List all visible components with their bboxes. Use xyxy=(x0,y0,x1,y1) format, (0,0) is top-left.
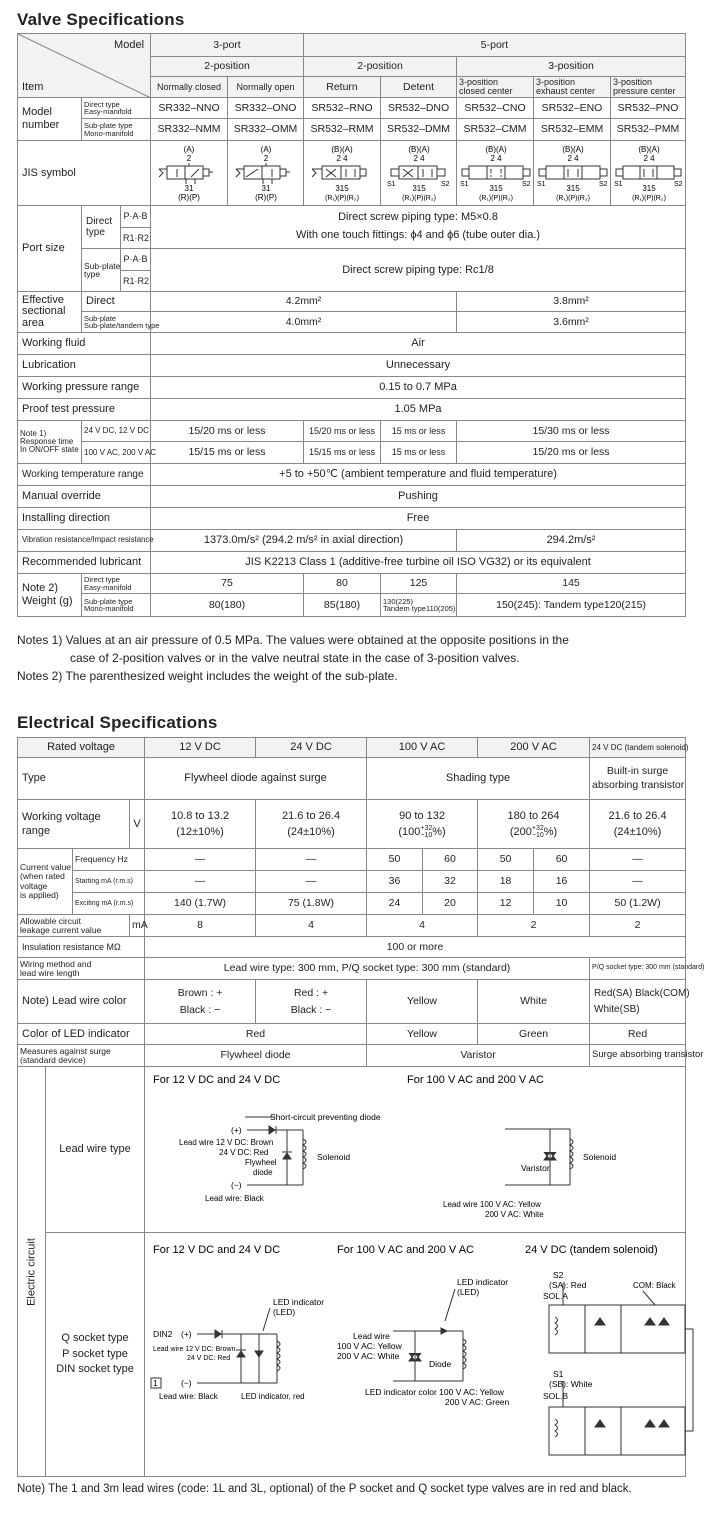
col-return: Return xyxy=(304,77,381,98)
exc-cell: 140 (1.7W) xyxy=(145,893,256,915)
model-cell: SR532–CNO xyxy=(457,98,534,119)
svg-text:(LED): (LED) xyxy=(273,1307,296,1317)
frequency-label: Frequency Hz xyxy=(73,849,145,871)
fluid-label: Working fluid xyxy=(18,333,151,355)
svg-text:(+): (+) xyxy=(181,1329,192,1339)
response-cell: 15/20 ms or less xyxy=(304,421,381,442)
svg-text:S2: S2 xyxy=(441,181,450,188)
svg-text:S1: S1 xyxy=(537,181,546,188)
surge-ac: Varistor xyxy=(367,1045,590,1067)
led-color-label: Color of LED indicator xyxy=(18,1024,145,1045)
item-label: Item xyxy=(22,81,44,94)
wiring-label: Wiring method and lead wire length xyxy=(18,958,145,980)
wiring-tandem: P/Q socket type: 300 mm (standard) xyxy=(590,958,686,980)
effective-direct-label: Direct xyxy=(82,292,151,312)
response-label: Note 1) Response time In ON/OFF state xyxy=(18,421,82,464)
start-cell: 18 xyxy=(478,871,534,893)
valve-symbol-icon xyxy=(230,144,302,202)
svg-text:(B)(A): (B)(A) xyxy=(331,145,353,154)
type-tandem: Built-in surge absorbing transistor xyxy=(590,758,686,800)
direct-type-label: Direct type Easy-manifold xyxy=(82,98,151,119)
effective-sub-label: Sub-plate Sub-plate/tandem type xyxy=(82,312,151,333)
led-100: Yellow xyxy=(367,1024,478,1045)
sub-plate-type-label: Sub-plate type Mono-manifold xyxy=(82,119,151,141)
type-ac: Shading type xyxy=(367,758,590,800)
svg-text:2 4: 2 4 xyxy=(643,154,655,163)
svg-text:(+): (+) xyxy=(231,1125,242,1135)
model-cell: SR532–DNO xyxy=(381,98,457,119)
exc-cell: 50 (1.2W) xyxy=(590,893,686,915)
weight-cell: 125 xyxy=(381,574,457,594)
svg-text:S2: S2 xyxy=(599,181,608,188)
svg-text:diode: diode xyxy=(253,1168,273,1177)
response-cell: 15/15 ms or less xyxy=(304,442,381,464)
port-direct-label: Direct type xyxy=(82,206,121,249)
weight-cell: 85(180) xyxy=(304,594,381,617)
effective-direct-3port: 4.2mm² xyxy=(151,292,457,312)
color-tandem: Red(SA) Black(COM) White(SB) xyxy=(590,980,686,1024)
freq-cell: 60 xyxy=(534,849,590,871)
col-3port-2pos: 2-position xyxy=(151,57,304,77)
socket-type-label: Q socket type P socket type DIN socket type xyxy=(46,1233,145,1477)
model-label: Model xyxy=(114,39,145,51)
col-tandem: 24 V DC (tandem solenoid) xyxy=(590,738,686,758)
lead-color-label: Note) Lead wire color xyxy=(18,980,145,1024)
freq-cell: 60 xyxy=(423,849,478,871)
wv-100: 90 to 132 (100+32 −10%) xyxy=(367,800,478,849)
wiring-value: Lead wire type: 300 mm, P/Q socket type: 300 mm (standard) xyxy=(145,958,590,980)
svg-text:S1: S1 xyxy=(460,181,469,188)
svg-text:Solenoid: Solenoid xyxy=(317,1152,351,1162)
color-200: White xyxy=(478,980,590,1024)
exc-cell: 20 xyxy=(423,893,478,915)
freq-cell: — xyxy=(590,849,686,871)
svg-text:S1: S1 xyxy=(387,181,396,188)
col-24vdc: 24 V DC xyxy=(256,738,367,758)
svg-text:(−): (−) xyxy=(231,1180,242,1190)
response-cell: 15/20 ms or less xyxy=(457,442,686,464)
svg-text:Lead wire: Black: Lead wire: Black xyxy=(159,1392,218,1401)
svg-text:(B)(A): (B)(A) xyxy=(562,145,584,154)
svg-text:2 4: 2 4 xyxy=(336,154,348,163)
led-200: Green xyxy=(478,1024,590,1045)
svg-text:315: 315 xyxy=(412,184,426,193)
override-value: Pushing xyxy=(151,486,686,508)
col-12vdc: 12 V DC xyxy=(145,738,256,758)
svg-text:Flywheel: Flywheel xyxy=(245,1158,277,1167)
start-cell: — xyxy=(145,871,256,893)
jis-symbol-5port xyxy=(534,141,611,206)
type-dc: Flywheel diode against surge xyxy=(145,758,367,800)
note-2: Notes 2) The parenthesized weight includes the weight of the sub-plate. xyxy=(17,669,398,683)
col-200vac: 200 V AC xyxy=(478,738,590,758)
valve-symbol-icon xyxy=(306,144,378,202)
effective-sub-3port: 4.0mm² xyxy=(151,312,457,333)
svg-text:COM: Black: COM: Black xyxy=(633,1281,676,1290)
rated-voltage-label: Rated voltage xyxy=(18,738,145,758)
svg-text:S1: S1 xyxy=(614,181,623,188)
col-3port: 3-port xyxy=(151,34,304,57)
pressure-value: 0.15 to 0.7 MPa xyxy=(151,377,686,399)
current-value-label: Current value (when rated voltage is applied) xyxy=(18,849,73,915)
elec-spec-title: Electrical Specifications xyxy=(17,713,218,732)
leak-label: Allowable circuit leakage current value xyxy=(18,915,130,937)
weight-direct-label: Direct type Easy-manifold xyxy=(82,574,151,594)
model-cell: SR532–DMM xyxy=(381,119,457,141)
svg-text:(R)(P): (R)(P) xyxy=(178,193,200,202)
svg-text:1: 1 xyxy=(153,1378,158,1388)
lead-wire-circuit-diagram xyxy=(145,1067,701,1231)
svg-text:2: 2 xyxy=(263,154,269,163)
svg-text:(R₁)(P)(R₂): (R₁)(P)(R₂) xyxy=(402,195,436,202)
exc-cell: 12 xyxy=(478,893,534,915)
type-label: Type xyxy=(18,758,145,800)
socket-circuit-cell xyxy=(145,1233,686,1477)
color-24: Red : + Black : − xyxy=(256,980,367,1024)
svg-text:S2: S2 xyxy=(522,181,531,188)
header-corner xyxy=(18,34,151,98)
lubricant-label: Recommended lubricant xyxy=(18,552,151,574)
svg-text:Lead wire 12 V DC: Brown: Lead wire 12 V DC: Brown xyxy=(153,1346,236,1353)
color-100: Yellow xyxy=(367,980,478,1024)
leak-cell: 4 xyxy=(367,915,478,937)
svg-text:315: 315 xyxy=(489,184,503,193)
svg-text:2 4: 2 4 xyxy=(413,154,425,163)
svg-text:LED indicator, red: LED indicator, red xyxy=(241,1392,305,1401)
col-detent: Detent xyxy=(381,77,457,98)
direction-value: Free xyxy=(151,508,686,530)
port-r12: R1·R2 xyxy=(121,228,151,249)
svg-text:(B)(A): (B)(A) xyxy=(638,145,660,154)
svg-text:(R₁)(P)(R₂): (R₁)(P)(R₂) xyxy=(325,195,359,202)
jis-symbol-5port xyxy=(457,141,534,206)
col-pressure-center: 3-position pressure center xyxy=(611,77,686,98)
start-cell: 32 xyxy=(423,871,478,893)
svg-text:315: 315 xyxy=(335,184,349,193)
wv-12: 10.8 to 13.2 (12±10%) xyxy=(145,800,256,849)
response-ac-label: 100 V AC, 200 V AC xyxy=(82,442,151,464)
insulation-label: Insulation resistance MΩ xyxy=(18,937,145,958)
jis-symbol-label: JIS symbol xyxy=(18,141,151,206)
svg-text:(A): (A) xyxy=(260,145,272,154)
effective-sub-5port: 3.6mm² xyxy=(457,312,686,333)
port-sub-value: Direct screw piping type: Rc1/8 xyxy=(151,249,686,292)
response-cell: 15/20 ms or less xyxy=(151,421,304,442)
leak-unit: mA xyxy=(130,915,145,937)
lubricant-value: JIS K2213 Class 1 (additive-free turbine oil ISO VG32) or its equivalent xyxy=(151,552,686,574)
svg-text:For 100 V AC and 200 V AC: For 100 V AC and 200 V AC xyxy=(407,1074,544,1086)
model-cell: SR532–PNO xyxy=(611,98,686,119)
temp-label: Working temperature range xyxy=(18,464,151,486)
note-1: Notes 1) Values at an air pressure of 0.5 MPa. The values were obtained at the opposite positions in the xyxy=(17,633,569,647)
svg-text:24 V DC: Red: 24 V DC: Red xyxy=(219,1148,269,1157)
weight-cell: 130(225) Tandem type110(205) xyxy=(381,594,457,617)
jis-symbol-5port xyxy=(381,141,457,206)
svg-text:2 4: 2 4 xyxy=(490,154,502,163)
start-cell: 36 xyxy=(367,871,423,893)
svg-text:(R)(P): (R)(P) xyxy=(255,193,277,202)
col-exhaust-center: 3-position exhaust center xyxy=(534,77,611,98)
valve-symbol-icon xyxy=(383,144,455,202)
freq-cell: — xyxy=(256,849,367,871)
vibration-label: Vibration resistance/Impact resistance xyxy=(18,530,151,552)
svg-text:(R₁)(P)(R₂): (R₁)(P)(R₂) xyxy=(556,195,590,202)
svg-text:200 V AC: Green: 200 V AC: Green xyxy=(445,1397,510,1407)
elec-spec-table xyxy=(17,737,704,1477)
electric-circuit-side-label: Electric circuit xyxy=(18,1067,46,1477)
model-cell: SR532–RNO xyxy=(304,98,381,119)
svg-text:(R₁)(P)(R₂): (R₁)(P)(R₂) xyxy=(479,195,513,202)
svg-text:Short-circuit preventing diode: Short-circuit preventing diode xyxy=(270,1112,381,1122)
exc-cell: 10 xyxy=(534,893,590,915)
model-cell: SR332–ONO xyxy=(228,98,304,119)
svg-text:31: 31 xyxy=(184,184,194,193)
svg-text:Diode: Diode xyxy=(429,1359,452,1369)
wv-24: 21.6 to 26.4 (24±10%) xyxy=(256,800,367,849)
port-r12: R1·R2 xyxy=(121,271,151,292)
col-normally-open: Normally open xyxy=(228,77,304,98)
jis-symbol-3port xyxy=(151,141,228,206)
svg-text:(−): (−) xyxy=(181,1378,192,1388)
wv-200: 180 to 264 (200+32 −10%) xyxy=(478,800,590,849)
valve-spec-title: Valve Specifications xyxy=(17,10,185,29)
lubrication-label: Lubrication xyxy=(18,355,151,377)
elec-footnote: Note) The 1 and 3m lead wires (code: 1L and 3L, optional) of the P socket and Q socket type valves are in red and black. xyxy=(17,1483,632,1495)
svg-text:SOL.A: SOL.A xyxy=(543,1291,569,1301)
svg-text:LED indicator color 100 V AC:: LED indicator color 100 V AC: Yellow xyxy=(365,1387,504,1397)
svg-text:200 V AC: White: 200 V AC: White xyxy=(337,1351,400,1361)
model-number-label: Model number xyxy=(18,98,82,141)
svg-text:2 4: 2 4 xyxy=(567,154,579,163)
col-5port-3pos: 3-position xyxy=(457,57,686,77)
svg-text:For 12 V DC and 24 V DC: For 12 V DC and 24 V DC xyxy=(153,1074,281,1086)
svg-text:200 V AC: White: 200 V AC: White xyxy=(485,1210,544,1219)
svg-text:24 V DC: Red: 24 V DC: Red xyxy=(187,1355,231,1362)
effective-direct-5port: 3.8mm² xyxy=(457,292,686,312)
col-5port-2pos: 2-position xyxy=(304,57,457,77)
port-direct-value: Direct screw piping type: M5×0.8 With one touch fittings: ϕ4 and ϕ6 (tube outer dia.) xyxy=(151,206,686,249)
response-cell: 15 ms or less xyxy=(381,421,457,442)
led-tandem: Red xyxy=(590,1024,686,1045)
model-cell: SR332–NMM xyxy=(151,119,228,141)
pressure-label: Working pressure range xyxy=(18,377,151,399)
start-cell: 16 xyxy=(534,871,590,893)
freq-cell: 50 xyxy=(367,849,423,871)
svg-text:(SB): White: (SB): White xyxy=(549,1379,593,1389)
direction-label: Installing direction xyxy=(18,508,151,530)
svg-text:DIN2: DIN2 xyxy=(153,1329,173,1339)
jis-symbol-5port xyxy=(304,141,381,206)
model-cell: SR532–ENO xyxy=(534,98,611,119)
exc-cell: 24 xyxy=(367,893,423,915)
proof-label: Proof test pressure xyxy=(18,399,151,421)
svg-text:(LED): (LED) xyxy=(457,1287,480,1297)
svg-text:31: 31 xyxy=(261,184,271,193)
weight-sub-label: Sub-plate type Mono-manifold xyxy=(82,594,151,617)
valve-spec-table xyxy=(17,33,686,617)
weight-cell: 80 xyxy=(304,574,381,594)
svg-text:Lead wire 12 V DC: Brown: Lead wire 12 V DC: Brown xyxy=(179,1138,274,1147)
svg-text:SOL.B: SOL.B xyxy=(543,1391,569,1401)
svg-text:For 100 V AC and 200 V AC: For 100 V AC and 200 V AC xyxy=(337,1244,474,1256)
model-cell: SR332–OMM xyxy=(228,119,304,141)
svg-text:Varistor: Varistor xyxy=(521,1163,550,1173)
weight-cell: 145 xyxy=(457,574,686,594)
wv-tandem: 21.6 to 26.4 (24±10%) xyxy=(590,800,686,849)
col-normally-closed: Normally closed xyxy=(151,77,228,98)
svg-text:315: 315 xyxy=(642,184,656,193)
socket-circuit-diagram xyxy=(145,1233,701,1475)
valve-symbol-icon xyxy=(153,144,225,202)
lubrication-value: Unnecessary xyxy=(151,355,686,377)
valve-symbol-icon xyxy=(613,144,685,202)
port-pab: P·A·B xyxy=(121,206,151,228)
valve-symbol-icon xyxy=(536,144,610,202)
surge-dc: Flywheel diode xyxy=(145,1045,367,1067)
jis-symbol-5port xyxy=(611,141,686,206)
freq-cell: — xyxy=(145,849,256,871)
effective-area-label: Effective sectional area xyxy=(18,292,82,333)
response-cell: 15/30 ms or less xyxy=(457,421,686,442)
response-cell: 15 ms or less xyxy=(381,442,457,464)
svg-text:LED indicator: LED indicator xyxy=(457,1277,509,1287)
col-5port: 5-port xyxy=(304,34,686,57)
start-cell: — xyxy=(256,871,367,893)
svg-text:Lead wire 100 V AC: Yellow: Lead wire 100 V AC: Yellow xyxy=(443,1200,541,1209)
svg-text:For 12 V DC and 24 V DC: For 12 V DC and 24 V DC xyxy=(153,1244,281,1256)
svg-text:(A): (A) xyxy=(183,145,195,154)
svg-text:(SA): Red: (SA): Red xyxy=(549,1280,587,1290)
temp-value: +5 to +50℃ (ambient temperature and fluid temperature) xyxy=(151,464,686,486)
svg-text:100 V AC: Yellow: 100 V AC: Yellow xyxy=(337,1341,402,1351)
override-label: Manual override xyxy=(18,486,151,508)
leak-cell: 4 xyxy=(256,915,367,937)
model-cell: SR532–RMM xyxy=(304,119,381,141)
model-cell: SR532–CMM xyxy=(457,119,534,141)
exc-cell: 75 (1.8W) xyxy=(256,893,367,915)
weight-label: Note 2) Weight (g) xyxy=(18,574,82,617)
model-cell: SR332–NNO xyxy=(151,98,228,119)
jis-symbol-3port xyxy=(228,141,304,206)
proof-value: 1.05 MPa xyxy=(151,399,686,421)
start-cell: — xyxy=(590,871,686,893)
fluid-value: Air xyxy=(151,333,686,355)
weight-cell: 150(245): Tandem type120(215) xyxy=(457,594,686,617)
svg-text:(B)(A): (B)(A) xyxy=(485,145,507,154)
svg-text:Lead wire: Lead wire xyxy=(353,1331,390,1341)
svg-text:Lead wire: Black: Lead wire: Black xyxy=(205,1194,264,1203)
valve-symbol-icon xyxy=(459,144,533,202)
surge-label: Measures against surge (standard device) xyxy=(18,1045,145,1067)
lead-wire-type-label: Lead wire type xyxy=(46,1067,145,1233)
starting-label: Starting mA (r.m.s) xyxy=(73,871,145,893)
response-dc-label: 24 V DC, 12 V DC xyxy=(82,421,151,442)
weight-cell: 80(180) xyxy=(151,594,304,617)
weight-cell: 75 xyxy=(151,574,304,594)
svg-text:S2: S2 xyxy=(674,181,683,188)
color-12: Brown : + Black : − xyxy=(145,980,256,1024)
svg-text:S1: S1 xyxy=(553,1369,564,1379)
vibration-value-2: 294.2m/s² xyxy=(457,530,686,552)
svg-text:315: 315 xyxy=(566,184,580,193)
lead-wire-circuit-cell xyxy=(145,1067,686,1233)
svg-text:2: 2 xyxy=(186,154,192,163)
exciting-label: Exciting mA (r.m.s) xyxy=(73,893,145,915)
leak-cell: 8 xyxy=(145,915,256,937)
working-voltage-unit: V xyxy=(130,800,145,849)
port-sub-label: Sub-plate type xyxy=(82,249,121,292)
svg-text:(B)(A): (B)(A) xyxy=(408,145,430,154)
working-voltage-label: Working voltage range xyxy=(18,800,130,849)
freq-cell: 50 xyxy=(478,849,534,871)
vibration-value-1: 1373.0m/s² (294.2 m/s² in axial direction) xyxy=(151,530,457,552)
model-cell: SR532–EMM xyxy=(534,119,611,141)
svg-text:LED indicator: LED indicator xyxy=(273,1297,325,1307)
col-100vac: 100 V AC xyxy=(367,738,478,758)
svg-text:S2: S2 xyxy=(553,1270,564,1280)
led-dc: Red xyxy=(145,1024,367,1045)
insulation-value: 100 or more xyxy=(145,937,686,958)
leak-cell: 2 xyxy=(590,915,686,937)
response-cell: 15/15 ms or less xyxy=(151,442,304,464)
port-size-label: Port size xyxy=(18,206,82,292)
surge-tandem: Surge absorbing transistor xyxy=(590,1045,686,1067)
valve-notes xyxy=(17,631,569,685)
leak-cell: 2 xyxy=(478,915,590,937)
svg-text:24 V DC (tandem solenoid): 24 V DC (tandem solenoid) xyxy=(525,1244,658,1256)
svg-text:Solenoid: Solenoid xyxy=(583,1152,617,1162)
note-1-cont: case of 2-position valves or in the valve neutral state in the case of 3-position valves. xyxy=(70,651,520,665)
port-pab: P·A·B xyxy=(121,249,151,271)
model-cell: SR532–PMM xyxy=(611,119,686,141)
svg-text:(R₁)(P)(R₂): (R₁)(P)(R₂) xyxy=(632,195,666,202)
col-closed-center: 3-position closed center xyxy=(457,77,534,98)
